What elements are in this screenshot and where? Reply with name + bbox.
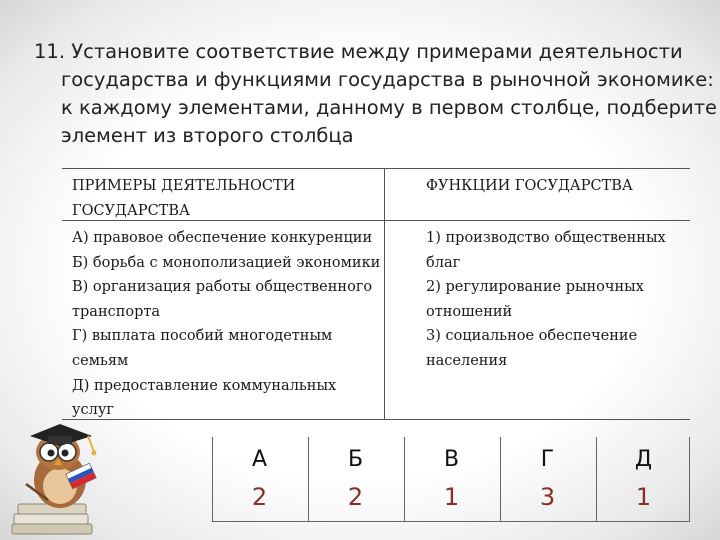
example-item: семьям: [72, 352, 129, 369]
question-text: [34, 38, 718, 150]
answer-digit: 1: [635, 483, 652, 511]
example-item: Б) борьба с монополизацией экономики: [72, 254, 381, 271]
answer-digit: 2: [347, 483, 364, 511]
function-item: 1) производство общественных: [426, 230, 666, 246]
functions-column: [426, 174, 686, 369]
answer-digit: 2: [251, 483, 268, 511]
example-item: А) правовое обеспечение конкуренции: [72, 230, 373, 246]
function-item: 2) регулирование рыночных: [426, 279, 644, 296]
answer-letter: Г: [540, 447, 555, 472]
examples-column: [72, 174, 388, 419]
answer-digit: 1: [443, 483, 460, 511]
answer-cell: [500, 437, 595, 521]
question-line: к каждому элементами, данному в первом столбце, подберите: [61, 96, 718, 119]
answer-letter: В: [443, 447, 460, 472]
answer-digit: 3: [539, 483, 556, 511]
function-item: отношений: [426, 303, 513, 320]
answer-letter: Д: [634, 447, 653, 472]
example-item: Г) выплата пособий многодетным: [72, 328, 333, 345]
question-line: государства и функциями государства в рыночной экономике:: [61, 68, 714, 91]
answer-table: [212, 437, 690, 521]
example-item: В) организация работы общественного: [72, 279, 373, 296]
owl-graduate-icon: [8, 418, 113, 536]
function-item: населения: [426, 352, 508, 369]
answer-divider: [689, 437, 690, 521]
function-item: 3) социальное обеспечение: [426, 328, 638, 345]
example-item: услуг: [72, 402, 114, 419]
answer-cell: [596, 437, 691, 521]
answer-cell: [308, 437, 403, 521]
answer-bottom-rule: [212, 521, 690, 522]
matching-table: [62, 168, 690, 420]
example-item: Д) предоставление коммунальных: [72, 377, 337, 394]
function-item: благ: [426, 254, 461, 271]
functions-header: ФУНКЦИИ ГОСУДАРСТВА: [426, 178, 633, 194]
answer-cell: [404, 437, 499, 521]
example-item: транспорта: [72, 303, 161, 320]
table-top-rule: [62, 168, 690, 169]
examples-header: ГОСУДАРСТВА: [72, 202, 190, 219]
answer-letter: Б: [347, 447, 364, 472]
answer-letter: А: [251, 447, 268, 472]
answer-cell: [212, 437, 307, 521]
question-line: элемент из второго столбца: [61, 124, 354, 147]
examples-header: ПРИМЕРЫ ДЕЯТЕЛЬНОСТИ: [72, 178, 296, 194]
question-line: 11. Установите соответствие между примерами деятельности: [34, 40, 683, 63]
